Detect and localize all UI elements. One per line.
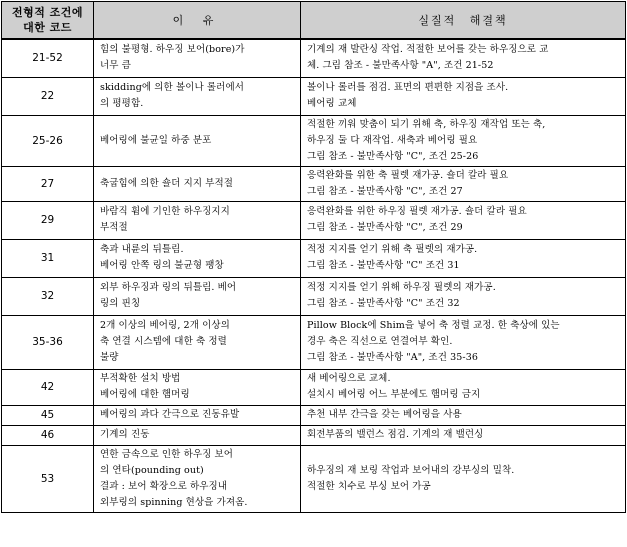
solution-cell — [301, 315, 626, 369]
table-row — [2, 201, 626, 239]
table-row — [2, 425, 626, 445]
reason-cell — [94, 166, 301, 201]
table-wrapper — [1, 1, 625, 513]
solution-cell — [301, 201, 626, 239]
reason-line: 축 연결 시스템에 대한 축 정렬 — [100, 336, 227, 347]
solution-cell — [301, 239, 626, 277]
solution-line: 하우징 둘 다 재작업. 새축과 베어링 필요 — [307, 134, 478, 146]
condition-code: 53 — [2, 445, 94, 512]
solution-cell — [301, 277, 626, 315]
reason-line: 2개 이상의 베어링, 2개 이상의 — [100, 320, 230, 331]
condition-code: 42 — [2, 369, 94, 405]
header-code — [2, 2, 94, 40]
header-reason: 이 유 — [94, 2, 301, 40]
condition-code: 29 — [2, 201, 94, 239]
solution-line: 그림 참조 - 불만족사항 "C", 조건 25-26 — [307, 150, 479, 162]
reason-line: 의 연타(pounding out) — [100, 464, 204, 476]
reason-cell — [94, 277, 301, 315]
reason-line: 베어링에 불균일 하중 분포 — [100, 134, 212, 146]
solution-line: 적절한 끼워 맞춤이 되기 위해 축, 하우징 재작업 또는 축, — [307, 118, 546, 130]
reason-cell — [94, 369, 301, 405]
reason-cell — [94, 425, 301, 445]
solution-line: Pillow Block에 Shim을 넣어 축 정렬 교정. 한 축상에 있는 — [307, 320, 560, 331]
reason-line: 부적절 — [100, 222, 128, 233]
reason-line: 연한 금속으로 인한 하우징 보어 — [100, 448, 234, 460]
solution-line: 응력완화를 위한 축 필렛 재가공. 숄더 칼라 필요 — [307, 169, 509, 181]
table-row — [2, 115, 626, 166]
solution-line: 새 베어링으로 교체. — [307, 373, 391, 384]
solution-line: 적정 지지를 얻기 위해 하우징 필렛의 재가공. — [307, 282, 496, 293]
reason-line: skidding에 의한 볼이나 롤러에서 — [100, 82, 245, 93]
condition-code: 22 — [2, 77, 94, 115]
table-row — [2, 39, 626, 77]
reason-cell — [94, 405, 301, 425]
reason-line: 축과 내륜의 뒤틀림. — [100, 244, 184, 255]
solution-cell — [301, 39, 626, 77]
condition-code: 25-26 — [2, 115, 94, 166]
reason-line: 링의 핀칭 — [100, 298, 141, 309]
table-body — [2, 39, 626, 512]
reason-line: 기계의 진동 — [100, 429, 150, 440]
reason-line: 결과 : 보어 확장으로 하우징내 — [100, 480, 228, 492]
reason-line: 외부 하우징과 링의 뒤틀림. 베어 — [100, 282, 237, 293]
reason-cell — [94, 445, 301, 512]
reason-line: 힘의 불평형. 하우징 보어(bore)가 — [100, 44, 245, 56]
table-row — [2, 166, 626, 201]
header-row — [2, 2, 626, 40]
reason-line: 불량 — [100, 352, 119, 363]
reason-line: 바람직 휨에 기인한 하우징지지 — [100, 206, 230, 217]
reason-cell — [94, 77, 301, 115]
solution-line: 하우징의 재 보링 작업과 보어내의 강부싱의 밀착. — [307, 464, 515, 476]
condition-code: 21-52 — [2, 39, 94, 77]
solution-line: 그림 참조 - 불만족사항 "C" 조건 32 — [307, 298, 460, 309]
header-solution: 실질적 해결책 — [301, 2, 626, 40]
solution-line: 기계의 재 발란싱 작업. 적절한 보어를 갖는 하우징으로 교 — [307, 44, 549, 56]
reason-cell — [94, 239, 301, 277]
reason-line: 축굽힘에 의한 숄더 지지 부적절 — [100, 177, 234, 189]
troubleshooting-table — [1, 1, 626, 513]
solution-line: 그림 참조 - 불만족사항 "C", 조건 27 — [307, 185, 463, 197]
reason-line: 베어링에 대한 햄머링 — [100, 389, 190, 400]
table-row — [2, 405, 626, 425]
reason-line: 의 평평함. — [100, 98, 144, 109]
reason-line: 베어링의 과다 간극으로 진동유발 — [100, 409, 240, 420]
solution-line: 베어링 교체 — [307, 98, 357, 109]
table-row — [2, 239, 626, 277]
reason-line: 베어링 안쪽 링의 불균형 팽창 — [100, 260, 224, 271]
reason-cell — [94, 39, 301, 77]
solution-line: 응력완화를 위한 하우징 필렛 재가공. 숄더 칼라 필요 — [307, 206, 527, 217]
solution-cell — [301, 405, 626, 425]
solution-line: 추천 내부 간극을 갖는 베어링을 사용 — [307, 409, 462, 420]
table-row — [2, 77, 626, 115]
solution-line: 체. 그림 참조 - 불만족사항 "A", 조건 21-52 — [307, 60, 494, 72]
solution-line: 적정 지지를 얻기 위해 축 필렛의 재가공. — [307, 244, 478, 255]
reason-line: 부적확한 설치 방법 — [100, 373, 181, 384]
table-row — [2, 369, 626, 405]
reason-line: 외부링의 spinning 현상을 가져옴. — [100, 496, 248, 508]
solution-line: 회전부품의 밸런스 점검. 기계의 재 밸런싱 — [307, 429, 484, 440]
table-row — [2, 277, 626, 315]
solution-cell — [301, 77, 626, 115]
header-code-line1: 전형적 조건에 — [11, 6, 84, 19]
condition-code: 35-36 — [2, 315, 94, 369]
solution-cell — [301, 369, 626, 405]
condition-code: 31 — [2, 239, 94, 277]
reason-cell — [94, 201, 301, 239]
solution-line: 그림 참조 - 불만족사항 "C", 조건 29 — [307, 222, 463, 233]
table-row — [2, 315, 626, 369]
solution-cell — [301, 425, 626, 445]
solution-cell — [301, 445, 626, 512]
solution-line: 그림 참조 - 불만족사항 "C" 조건 31 — [307, 260, 460, 271]
solution-cell — [301, 115, 626, 166]
solution-line: 경우 축은 직선으로 연결여부 확인. — [307, 336, 453, 347]
solution-line: 그림 참조 - 불만족사항 "A", 조건 35-36 — [307, 352, 478, 363]
solution-line: 볼이나 롤러를 점검. 표면의 편편한 지점을 조사. — [307, 82, 509, 93]
condition-code: 32 — [2, 277, 94, 315]
reason-cell — [94, 115, 301, 166]
reason-line: 너무 큼 — [100, 60, 131, 72]
solution-line: 적절한 치수로 부싱 보어 가공 — [307, 480, 431, 492]
solution-cell — [301, 166, 626, 201]
reason-cell — [94, 315, 301, 369]
condition-code: 45 — [2, 405, 94, 425]
solution-line: 설치시 베어링 어느 부분에도 햄머링 금지 — [307, 389, 481, 400]
condition-code: 46 — [2, 425, 94, 445]
header-code-line2: 대한 코드 — [23, 21, 72, 34]
table-row — [2, 445, 626, 512]
condition-code: 27 — [2, 166, 94, 201]
